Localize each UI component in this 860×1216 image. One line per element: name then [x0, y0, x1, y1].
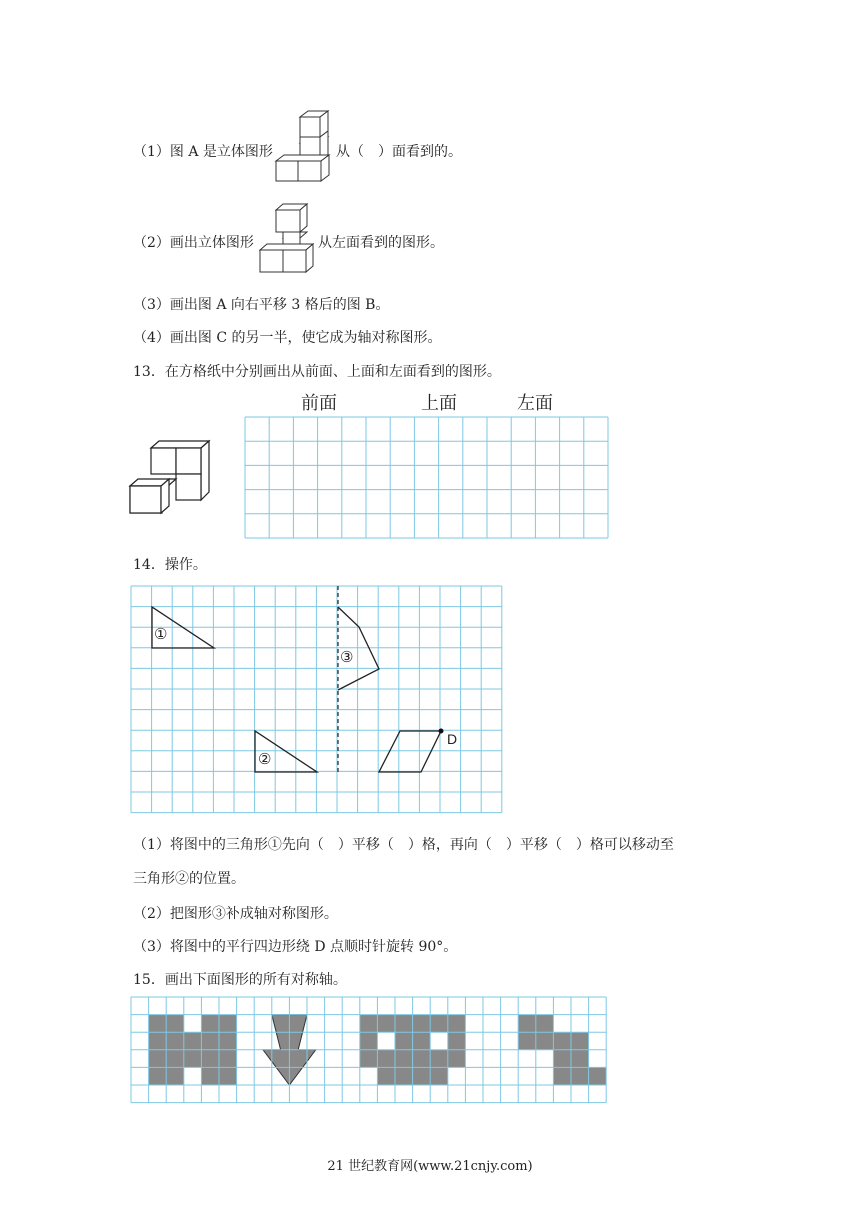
q12-part2-prefix: （2）画出立体图形: [133, 235, 254, 251]
label-circle-1: ①: [154, 625, 168, 643]
shaded-cell: [184, 1032, 202, 1050]
grid-q15[interactable]: [131, 997, 607, 1104]
point-d: [439, 729, 444, 734]
shaded-cell: [201, 1015, 219, 1033]
q12-part1: [133, 141, 273, 161]
shaded-cell: [184, 1050, 202, 1068]
shaded-cell: [377, 1015, 395, 1033]
shaded-cell: [589, 1067, 607, 1085]
shaded-cell: [536, 1015, 554, 1033]
shaded-cell: [395, 1050, 413, 1068]
shaded-cell: [360, 1032, 378, 1050]
shaded-cell: [430, 1015, 448, 1033]
shaded-cell: [360, 1015, 378, 1033]
shaded-cell: [553, 1032, 571, 1050]
shaded-cell: [413, 1015, 431, 1033]
shaded-cell: [448, 1032, 466, 1050]
q13-title: 13．在方格纸中分别画出从前面、上面和左面看到的图形。: [133, 364, 501, 380]
shaded-cell: [377, 1050, 395, 1068]
shaded-cell: [518, 1015, 536, 1033]
shaded-cell: [149, 1067, 167, 1085]
shaded-cell: [413, 1067, 431, 1085]
page-footer: 21 世纪教育网(www.21cnjy.com): [327, 1159, 533, 1174]
label-left: 左面: [517, 393, 553, 414]
label-circle-2: ②: [258, 750, 272, 768]
label-top: 上面: [421, 393, 457, 414]
shaded-cell: [430, 1050, 448, 1068]
shaded-cell: [448, 1015, 466, 1033]
shaded-cell: [395, 1032, 413, 1050]
q12-part2-suffix: 从左面看到的图形。: [318, 235, 444, 251]
shaded-cell: [553, 1050, 571, 1068]
q12-part1-prefix: （1）图 A 是立体图形: [133, 144, 273, 160]
q14-title: 14．操作。: [133, 557, 207, 573]
shaded-cell: [377, 1067, 395, 1085]
shaded-cell: [166, 1067, 184, 1085]
cube-figure-q13: [129, 440, 213, 515]
shaded-cell: [553, 1067, 571, 1085]
shaded-cell: [166, 1015, 184, 1033]
q14-part1-line1: （1）将图中的三角形①先向（ ）平移（ ）格，再向（ ）平移（ ）格可以移动至: [133, 837, 674, 853]
shaded-cell: [518, 1032, 536, 1050]
shaded-cell: [149, 1015, 167, 1033]
grid-q13[interactable]: [245, 417, 609, 539]
label-front: 前面: [301, 393, 337, 414]
shaded-cell: [166, 1050, 184, 1068]
shaded-cell: [149, 1032, 167, 1050]
shaded-cell: [430, 1067, 448, 1085]
q12-part3: （3）画出图 A 向右平移 3 格后的图 B。: [133, 297, 390, 313]
q12-part4: （4）画出图 C 的另一半，使它成为轴对称图形。: [133, 330, 442, 346]
shaded-cell: [571, 1032, 589, 1050]
parallelogram: [379, 731, 441, 772]
q15-title: 15．画出下面图形的所有对称轴。: [133, 972, 347, 988]
shaded-cell: [413, 1032, 431, 1050]
label-circle-3: ③: [340, 648, 354, 666]
shaded-cell: [360, 1050, 378, 1068]
shaded-cell: [149, 1050, 167, 1068]
shaded-cell: [395, 1015, 413, 1033]
shaded-cell: [201, 1032, 219, 1050]
q14-part1-line2: 三角形②的位置。: [133, 871, 245, 887]
q14-part3: （3）将图中的平行四边形绕 D 点顺时针旋转 90°。: [133, 939, 458, 955]
shaded-cell: [219, 1032, 237, 1050]
q14-part2: （2）把图形③补成轴对称图形。: [133, 906, 338, 922]
label-d: D: [447, 731, 458, 747]
shaded-cell: [219, 1015, 237, 1033]
shaded-cell: [571, 1050, 589, 1068]
cube-figure-b: [258, 202, 320, 274]
grid-q14[interactable]: [131, 586, 503, 816]
q12-part1-suffix: 从（ ）面看到的。: [336, 144, 462, 160]
shaded-cell: [201, 1067, 219, 1085]
shaded-cell: [413, 1050, 431, 1068]
shaded-cell: [571, 1067, 589, 1085]
shaded-cell: [219, 1050, 237, 1068]
cube-figure-a: [275, 110, 335, 185]
shaded-cell: [536, 1032, 554, 1050]
shaded-cell: [219, 1067, 237, 1085]
shaded-cell: [166, 1032, 184, 1050]
shaded-cell: [201, 1050, 219, 1068]
shaded-cell: [448, 1050, 466, 1068]
shaded-cell: [395, 1067, 413, 1085]
